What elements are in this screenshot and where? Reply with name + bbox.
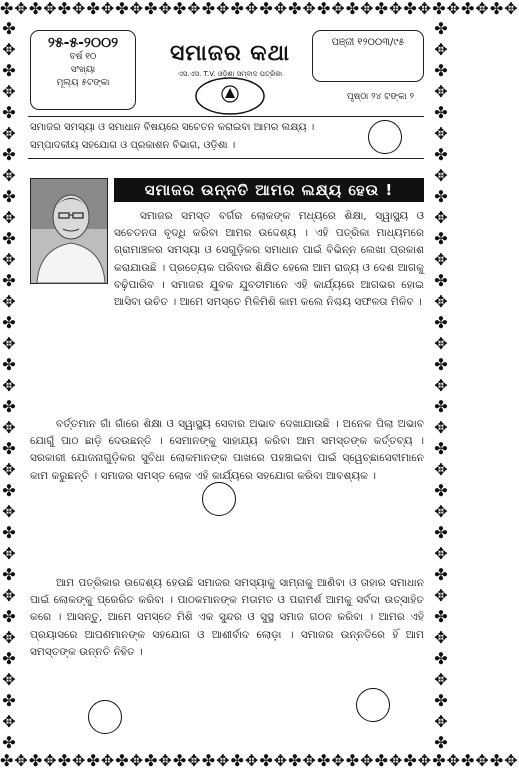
tagline-2: ସମ୍ପାଦକୀୟ ସହଯୋଗ ଓ ପ୍ରକାଶନ ବିଭାଗ, ଓଡ଼ିଶା । bbox=[30, 140, 236, 151]
issue-price: ମୂଲ୍ୟ ୫ଟଙ୍କା bbox=[56, 78, 110, 88]
annotation-circle-4 bbox=[356, 688, 390, 722]
annotation-circle-3 bbox=[88, 700, 122, 734]
header-divider bbox=[28, 116, 424, 117]
article-paragraph-3: ଆମ ପତ୍ରିକାର ଉଦ୍ଦେଶ୍ୟ ହେଉଛି ସମାଜର ସମସ୍ୟାକୁ ସାମ୍ନାକୁ ଆଣିବା ଓ ତାହାର ସମାଧାନ ପାଇଁ ଲୋକଙ୍କୁ ପ୍ରେରିତ କରିବା । ପାଠକମାନଙ୍କ ମତାମତ ଓ ପରାମର୍ଶ ଆମକୁ ସର୍ବଦା ଉତ୍ସାହିତ କରେ । ଆସନ୍ତୁ, ଆମେ ସମସ୍ତେ ମିଶି ଏକ ସୁନ୍ଦର ଓ ସୁସ୍ଥ ସମାଜ ଗଠନ କରିବା । ଆମର ଏହି ପ୍ରୟାସରେ ଆପଣମାନଙ୍କ ସହଯୋଗ ଓ ଆଶୀର୍ବାଦ ଲୋଡ଼ା । ସମାଜର ଉନ୍ନତିରେ ହିଁ ଆମ ସମସ୍ତଙ୍କ ଉନ୍ନତି ନିହିତ । bbox=[30, 577, 424, 658]
ornamental-border-top: ✤✥✤✥✤✥✤✥✤✥✤✥✤✥✤✥✤✥✤✥✤✥✤✥✤✥✤✥✤✥✤✥✤✥✤✥ bbox=[0, 0, 519, 18]
issue-date-box bbox=[30, 30, 136, 110]
tagline-1: ସମାଜର ସମସ୍ୟା ଓ ସମାଧାନ ବିଷୟରେ ସଚେତନ କରାଇବା ଆମର ଲକ୍ଷ୍ୟ । bbox=[30, 122, 315, 133]
annotation-circle-2 bbox=[202, 482, 236, 516]
tagline-divider bbox=[28, 158, 424, 159]
masthead-subtitle: ଏସ.ଏସ. T.V. ଓଡ଼ିଶା ସମ୍ବାଦ ପତ୍ରିକା bbox=[177, 70, 283, 78]
article-paragraph-2: ବର୍ତ୍ତମାନ ଗାଁ ଗାଁରେ ଶିକ୍ଷା ଓ ସ୍ୱାସ୍ଥ୍ୟ ସେବାର ଅଭାବ ଦେଖାଯାଉଛି । ଅନେକ ପିଲା ଅଭାବ ଯୋଗୁଁ ପାଠ ଛାଡ଼ି ଦେଉଛନ୍ତି । ସେମାନଙ୍କୁ ସାହାଯ୍ୟ କରିବା ଆମ ସମସ୍ତଙ୍କ କର୍ତ୍ତବ୍ୟ । ସରକାରୀ ଯୋଜନାଗୁଡ଼ିକର ସୁବିଧା ଲୋକମାନଙ୍କ ପାଖରେ ପହଞ୍ଚାଇବା ପାଇଁ ସ୍ୱେଚ୍ଛାସେବୀମାନେ କାମ କରୁଛନ୍ତି । ସମାଜର ସମସ୍ତ ଲୋକ ଏହି କାର୍ଯ୍ୟରେ ସହଯୋଗ କରିବା ଆବଶ୍ୟକ । bbox=[30, 418, 424, 482]
content-area bbox=[24, 24, 426, 746]
registration-number: ପଞ୍ଜୀ ୧୨୦୦୩/୯୫ bbox=[331, 37, 405, 48]
registration-box bbox=[312, 30, 424, 82]
article-paragraph-1: ସମାଜର ସମସ୍ତ ବର୍ଗର ଲୋକଙ୍କ ମଧ୍ୟରେ ଶିକ୍ଷା, ସ୍ୱାସ୍ଥ୍ୟ ଓ ସଚେତନତା ବୃଦ୍ଧି କରିବା ଆମର ଉଦ୍ଦେଶ୍ୟ । ଏହି ପତ୍ରିକା ମାଧ୍ୟମରେ ଗ୍ରାମାଞ୍ଚଳର ସମସ୍ୟା ଓ ସେଗୁଡ଼ିକର ସମାଧାନ ପାଇଁ ବିଭିନ୍ନ ଲେଖା ପ୍ରକାଶ କରାଯାଉଛି । ପ୍ରତ୍ୟେକ ପରିବାର ଶିକ୍ଷିତ ହେଲେ ଆମ ରାଜ୍ୟ ଓ ଦେଶ ଆଗକୁ ବଢ଼ିପାରିବ । ସମାଜର ଯୁବକ ଯୁବତୀମାନେ ଏହି କାର୍ଯ୍ୟରେ ଆଗଭର ହୋଇ ଆସିବା ଉଚିତ । ଆମେ ସମସ୍ତେ ମିଳିମିଶି କାମ କଲେ ନିଶ୍ଚୟ ସଫଳତା ମିଳିବ । bbox=[114, 210, 424, 309]
issue-date: ୨୫-୫-୨୦୦୨ bbox=[47, 35, 119, 51]
ornamental-border-bottom: ✤✥✤✥✤✥✤✥✤✥✤✥✤✥✤✥✤✥✤✥✤✥✤✥✤✥✤✥✤✥✤✥✤✥✤✥ bbox=[0, 751, 519, 770]
emblem-icon bbox=[194, 76, 266, 116]
annotation-circle-1 bbox=[368, 120, 402, 154]
page-price-info: ପୃଷ୍ଠା ୨୪ ଟଙ୍କା ୨ bbox=[346, 92, 414, 102]
article-headline: ସମାଜର ଉନ୍ନତି ଆମର ଲକ୍ଷ୍ୟ ହେଉ ! bbox=[114, 178, 424, 202]
issue-number: ସଂଖ୍ୟା bbox=[70, 65, 96, 75]
issue-volume: ବର୍ଷ ୧୦ bbox=[69, 52, 97, 62]
portrait-photo bbox=[30, 178, 108, 284]
ornamental-border-left: ✤✥✤✥✤✥✤✥✤✥✤✥✤✥✤✥✤✥✤✥✤✥✤✥✤✥✤✥✤✥✤✥✤✥✤ bbox=[2, 19, 16, 752]
masthead-title: ସମାଜର କଥା bbox=[169, 40, 291, 66]
masthead bbox=[152, 32, 308, 118]
ornamental-border-right: ✤✥✤✥✤✥✤✥✤✥✤✥✤✥✤✥✤✥✤✥✤✥✤✥✤✥✤✥✤✥✤✥✤✥✤ bbox=[434, 19, 448, 752]
